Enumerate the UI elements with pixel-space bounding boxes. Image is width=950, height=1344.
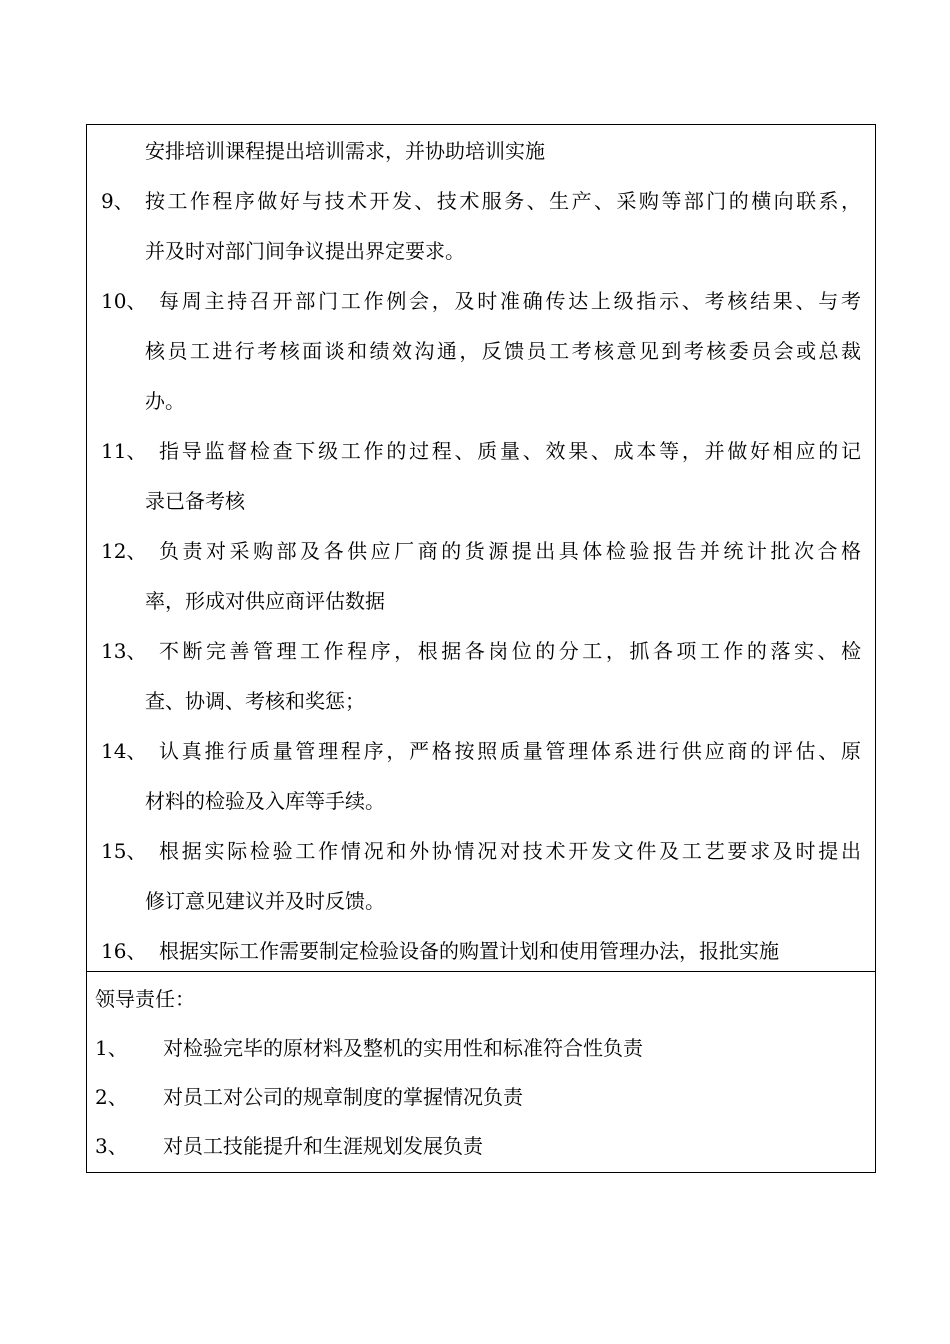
duty-line: 不断完善管理工作程序，根据各岗位的分工，抓各项工作的落实、检 xyxy=(159,639,861,663)
leadership-cell xyxy=(87,972,875,1172)
duty-line: 根据实际检验工作情况和外协情况对技术开发文件及工艺要求及时提出 xyxy=(159,839,861,863)
duty-line: 每周主持召开部门工作例会，及时准确传达上级指示、考核结果、与考 xyxy=(159,289,861,313)
duty-line: 查、协调、考核和奖惩； xyxy=(145,689,365,713)
duty-number: 14、 xyxy=(101,739,147,763)
leadership-number: 2、 xyxy=(95,1085,128,1109)
duty-line: 指导监督检查下级工作的过程、质量、效果、成本等，并做好相应的记 xyxy=(159,439,861,463)
duty-line: 负责对采购部及各供应厂商的货源提出具体检验报告并统计批次合格 xyxy=(159,539,861,563)
duties-cell xyxy=(87,125,875,972)
duty-line: 根据实际工作需要制定检验设备的购置计划和使用管理办法，报批实施 xyxy=(159,939,779,963)
leadership-item: 对员工对公司的规章制度的掌握情况负责 xyxy=(163,1085,523,1109)
leadership-number: 3、 xyxy=(95,1134,128,1158)
leadership-item: 对检验完毕的原材料及整机的实用性和标准符合性负责 xyxy=(163,1036,643,1060)
leadership-number: 1、 xyxy=(95,1036,128,1060)
duty-line: 修订意见建议并及时反馈。 xyxy=(145,889,385,913)
duty-number: 10、 xyxy=(101,289,147,313)
leadership-heading: 领导责任： xyxy=(95,987,195,1011)
duty-line: 并及时对部门间争议提出界定要求。 xyxy=(145,239,465,263)
duty-number: 12、 xyxy=(101,539,147,563)
duty-number: 9、 xyxy=(101,189,134,213)
duty-line: 率，形成对供应商评估数据 xyxy=(145,589,385,613)
leadership-item: 对员工技能提升和生涯规划发展负责 xyxy=(163,1134,483,1158)
duty-line: 材料的检验及入库等手续。 xyxy=(145,789,385,813)
duty-number: 11、 xyxy=(101,439,147,463)
duty-line: 认真推行质量管理程序，严格按照质量管理体系进行供应商的评估、原 xyxy=(159,739,861,763)
duty-line: 核员工进行考核面谈和绩效沟通，反馈员工考核意见到考核委员会或总裁 xyxy=(145,339,861,363)
duty-continuation: 安排培训课程提出培训需求，并协助培训实施 xyxy=(145,139,545,163)
duty-number: 15、 xyxy=(101,839,147,863)
duty-line: 录已备考核 xyxy=(145,489,245,513)
duty-number: 13、 xyxy=(101,639,147,663)
duty-line: 办。 xyxy=(145,389,185,413)
duty-line: 按工作程序做好与技术开发、技术服务、生产、采购等部门的横向联系， xyxy=(145,189,861,213)
responsibility-table xyxy=(86,124,876,1173)
duty-number: 16、 xyxy=(101,939,147,963)
